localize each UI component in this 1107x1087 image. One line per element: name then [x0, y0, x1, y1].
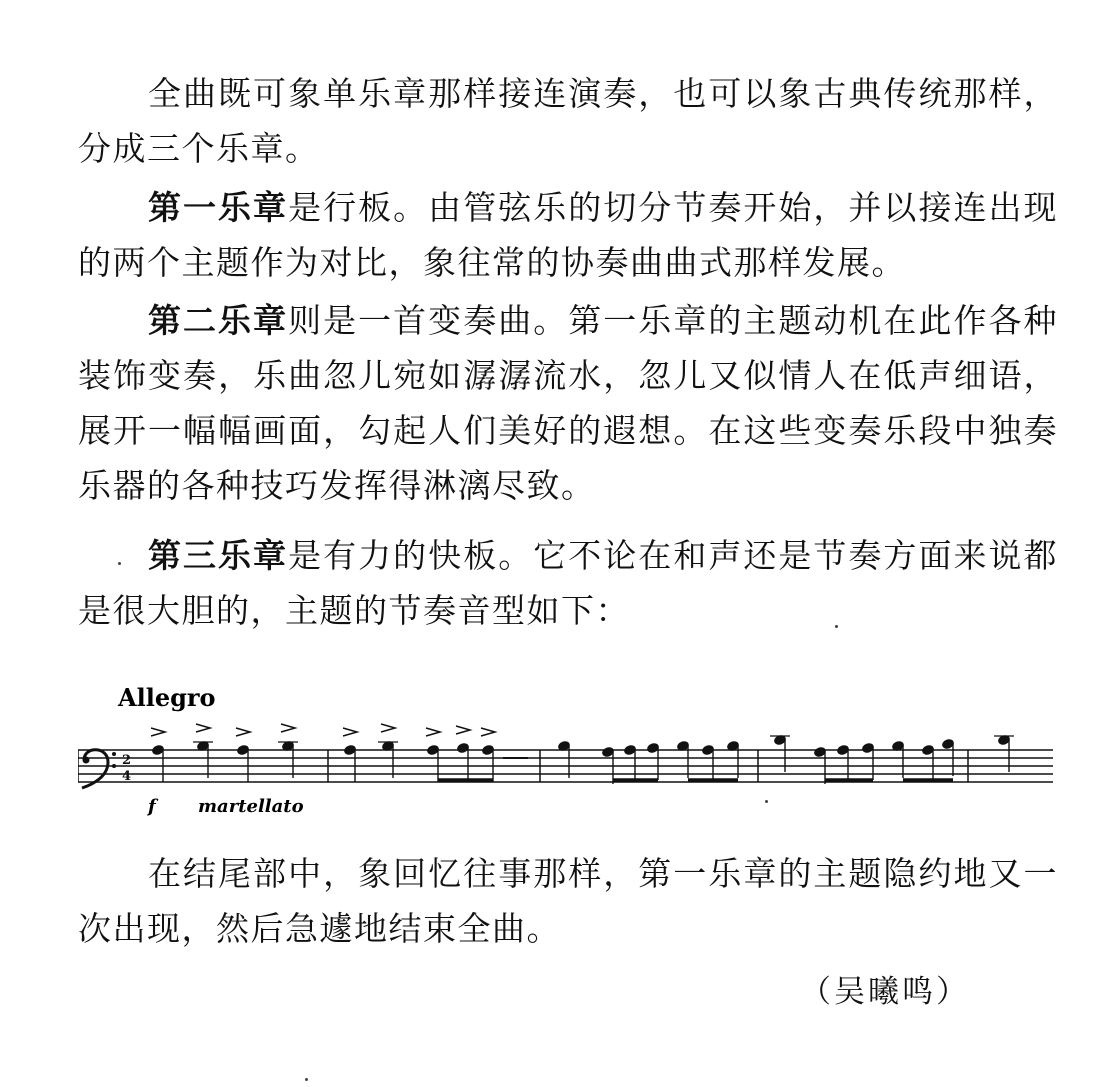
expression-marking: martellato	[198, 796, 304, 817]
accent-mark	[236, 728, 250, 736]
accent-mark	[481, 728, 495, 736]
time-signature	[122, 753, 131, 784]
paragraph-text: 是有力的快板。它不论在和声还是节奏方面来说都是很大胆的，主题的节奏音型如下：	[78, 536, 1059, 630]
accent-mark	[426, 728, 440, 736]
dynamic-marking: f	[148, 796, 156, 817]
paragraph-movement-1	[78, 180, 1058, 290]
print-speck	[765, 800, 768, 803]
accent-mark	[196, 724, 210, 732]
paragraph-text: 是行板。由管弦乐的切分节奏开始，并以接连出现的两个主题作为对比，象往常的协奏曲曲式那样发展。	[78, 188, 1059, 282]
paragraph-coda	[78, 846, 1058, 956]
accent-mark	[151, 728, 165, 736]
paragraph-lead: 第三乐章	[148, 536, 289, 575]
staff-lines	[78, 750, 1053, 782]
svg-text:4: 4	[122, 769, 132, 784]
author-signature: （吴曦鸣）	[800, 974, 970, 1010]
paragraph-movement-2	[78, 293, 1058, 513]
paragraph-text: 在结尾部中，象回忆往事那样，第一乐章的主题隐约地又一次出现，然后急遽地结束全曲。	[78, 854, 1058, 948]
accent-mark	[456, 726, 470, 734]
paragraph-lead: 第二乐章	[148, 301, 289, 340]
score-staff-svg	[78, 680, 1068, 820]
music-score-excerpt	[78, 680, 1068, 820]
svg-text:2: 2	[122, 753, 132, 768]
accent-mark	[343, 728, 357, 736]
paragraph-movement-3	[78, 528, 1058, 638]
accent-mark	[381, 724, 395, 732]
paragraph-text: 则是一首变奏曲。第一乐章的主题动机在此作各种装饰变奏，乐曲忽儿宛如潺潺流水，忽儿又似情人在低声细语，展开一幅幅画面，勾起人们美好的遐想。在这些变奏乐段中独奏乐器的各种技巧发挥得淋漓尽致。	[78, 301, 1059, 505]
print-speck	[118, 562, 121, 565]
tempo-marking: Allegro	[118, 683, 216, 712]
print-speck	[835, 625, 838, 628]
score-notes	[151, 724, 1014, 784]
paragraph-text: 全曲既可象单乐章那样接连演奏，也可以象古典传统那样，分成三个乐章。	[78, 74, 1058, 168]
paragraph-intro	[78, 66, 1058, 176]
paragraph-lead: 第一乐章	[148, 188, 289, 227]
accent-mark	[281, 724, 295, 732]
print-speck	[305, 1078, 308, 1081]
